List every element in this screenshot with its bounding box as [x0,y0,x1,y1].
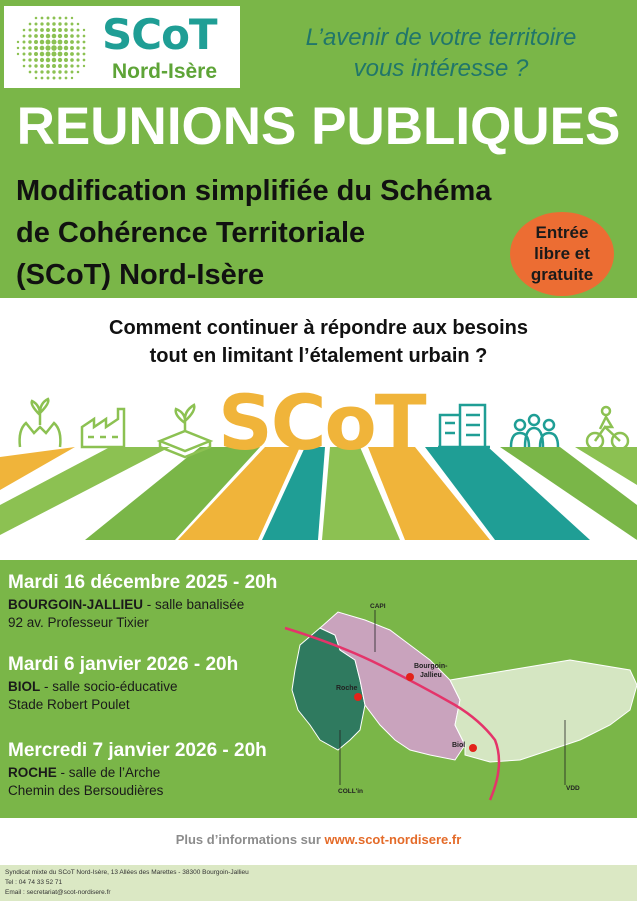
logo-dot [34,58,38,62]
logo-dot [83,35,86,38]
logo-dot [40,70,43,73]
logo-dot [77,71,80,74]
website-link[interactable]: www.scot-nordisere.fr [324,832,462,847]
map-label-biol: Biol [452,742,466,749]
logo-dot [46,64,50,68]
logo-subtitle: Nord-Isère [112,60,218,83]
logo-dot [29,23,32,26]
cyclist-icon [587,407,628,449]
logo-dot [45,45,50,50]
logo-dot [35,71,38,74]
logo-dot [46,34,50,38]
logo-dot [46,52,51,57]
logo-dot [28,40,31,43]
logo-dot [34,40,38,44]
map-area-vdd [450,660,637,762]
logo-dot [64,28,68,32]
logo-dot [34,64,37,67]
logo-dot [59,17,62,20]
logo-dot [76,52,79,55]
scot-illustration [0,375,637,560]
logo-dot [71,71,74,74]
page-title: REUNIONS PUBLIQUES [16,97,621,156]
logo-dot [83,47,86,50]
logo-dot [40,64,44,68]
logo-dot [29,71,32,74]
logo-dot [76,58,79,61]
logo-dot [51,51,56,56]
logo-dot [22,46,25,49]
footer-address: Syndicat mixte du SCoT Nord-Isère, 13 Allées des Marettes - 38300 Bourgoin-Jallieu [5,869,249,876]
free-entry-badge: Entrée libre et gratuite [510,212,614,296]
logo-dot [34,34,38,38]
logo-dot [46,28,50,32]
logo-dot [17,47,19,49]
logo-dot [52,64,56,68]
meeting-venue: - salle socio-éducative [40,679,178,694]
logo-dot [71,23,74,26]
logo-dot [83,59,86,62]
logo-dot [77,23,80,26]
logo-dot [83,29,85,31]
logo-dot [34,46,38,50]
meeting-address: Stade Robert Poulet [8,697,130,712]
logo-dot [77,29,80,32]
footer [0,865,637,901]
scot-logo[interactable] [4,6,240,88]
bourgoin-marker [406,673,414,681]
meeting-date: Mardi 6 janvier 2026 - 20h [8,654,239,675]
more-info: Plus d’informations sur www.scot-nordisere.fr [175,832,462,847]
logo-dot [64,70,67,73]
logo-dot [51,45,57,51]
logo-dot [40,22,43,25]
logo-dot [34,28,37,31]
people-icon [511,415,558,447]
logo-dot [52,28,56,32]
logo-dot [28,34,31,37]
logo-dot [46,22,49,25]
header-band [0,0,637,298]
logo-dot [64,40,68,44]
meeting-date: Mardi 16 décembre 2025 - 20h [8,572,278,593]
logo-dot [40,40,44,44]
logo-dot [70,46,74,50]
logo-dot [40,52,44,56]
logo-dot [46,40,51,45]
logo-dot [58,34,62,38]
logo-dot [23,59,26,62]
logo-dot [35,77,38,80]
footer-email[interactable]: Email : secretariat@scot-nordisere.fr [5,889,111,896]
logo-dot [58,40,63,45]
map-label-vdd: VDD [566,785,580,792]
map-label-capi: CAPI [370,603,386,610]
logo-dot [70,28,73,31]
logo-dot [59,77,62,80]
logo-dot [58,28,62,32]
logo-dot [52,58,57,63]
logo-dot [83,53,86,56]
logo-dot [77,65,80,68]
sprout-field-icon [160,405,210,457]
logo-dot [65,17,68,20]
logo-dot [41,77,44,80]
meeting-venue: - salle banalisée [143,597,245,612]
logo-dot [58,52,63,57]
meeting-city: BOURGOIN-JALLIEU [8,597,143,612]
logo-dot [28,46,32,50]
logo-dot [58,64,62,68]
meeting-address: Chemin des Bersoudières [8,783,164,798]
logo-dot [41,17,44,20]
logo-dot [23,29,26,32]
logo-dot [71,77,73,79]
logo-dot [46,58,50,62]
territory-map [280,590,637,810]
logo-dot [58,58,62,62]
page-subtitle: Modification simplifiée du Schéma de Cohérence Territoriale (SCoT) Nord-Isère [16,175,492,291]
factory-icon [82,409,124,447]
logo-dot [52,34,57,39]
logo-dot [53,17,56,20]
logo-dot [64,52,68,56]
logo-dot [58,46,63,51]
meeting-1 [8,572,277,632]
logo-dot [23,65,26,68]
biol-marker [469,744,477,752]
logo-dot [70,40,74,44]
logo-dot [58,70,61,73]
logo-dot [47,17,50,20]
hands-plant-icon [20,399,61,447]
logo-dot [23,41,26,44]
logo-dot [35,17,38,20]
logo-dot [28,58,31,61]
logo-dot [40,46,45,51]
logo-dot [28,52,31,55]
meeting-date: Mercredi 7 janvier 2026 - 20h [8,740,267,761]
logo-dot [23,53,26,56]
logo-dot [64,64,68,68]
map-label-jallieu: Jallieu [420,672,442,679]
illustration-word: SCoT [218,378,425,467]
logo-dot [58,22,61,25]
tagline: L’avenir de votre territoire vous intéresse ? [305,24,577,82]
roche-marker [354,693,362,701]
dot-globe-icon [10,10,96,86]
map-label-roche: Roche [336,685,358,692]
meeting-venue: - salle de l’Arche [56,765,161,780]
logo-dot [70,58,74,62]
logo-dot [53,77,56,80]
logo-dot [64,46,68,50]
logo-dot [70,64,73,67]
logo-dot [70,52,74,56]
footer-phone: Tel : 04 74 33 52 71 [5,879,63,886]
logo-dot [52,22,55,25]
meeting-address: 92 av. Professeur Tixier [8,615,149,630]
buildings-icon [438,405,490,447]
logo-dot [76,34,79,37]
logo-dot [71,17,73,19]
logo-dot [76,46,79,49]
logo-dot [64,58,68,62]
logo-dot [17,53,19,55]
logo-dot [46,70,49,73]
logo-dot [40,28,44,32]
meeting-2 [8,654,238,714]
map-label-collin: COLL'in [338,788,364,795]
logo-dot [40,34,44,38]
logo-wordmark: SCoT [102,10,217,59]
logo-dot [52,70,55,73]
logo-dot [70,34,74,38]
logo-dot [28,28,31,31]
logo-dot [76,40,79,43]
logo-dot [35,23,38,26]
logo-dot [83,41,86,44]
logo-dot [40,58,44,62]
map-label-bourgoin: Bourgoin- [414,663,448,670]
logo-dot [23,35,26,38]
logo-dot [51,39,56,44]
logo-dot [47,77,50,80]
meeting-3 [8,740,267,800]
logo-dot [64,22,67,25]
key-question: Comment continuer à répondre aux besoins tout en limitant l’étalement urbain ? [109,317,528,367]
meeting-city: ROCHE [8,765,57,780]
logo-dot [17,41,19,43]
logo-dot [65,77,68,80]
logo-dot [83,65,85,67]
meeting-city: BIOL [8,679,41,694]
logo-dot [64,34,68,38]
logo-dot [34,52,38,56]
logo-dot [28,64,31,67]
